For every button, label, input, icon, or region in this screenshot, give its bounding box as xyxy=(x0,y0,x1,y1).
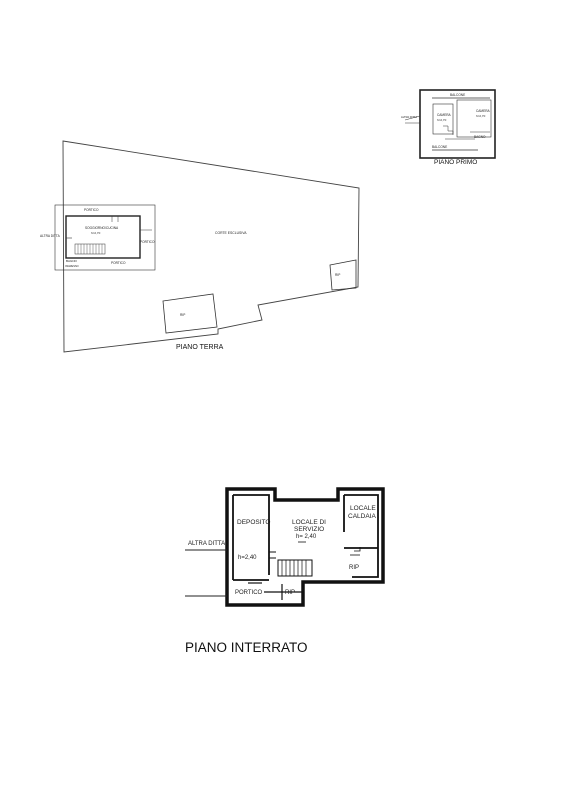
interrato-deposito: DEPOSITO xyxy=(237,519,271,526)
interrato-servizio-h: h= 2,40 xyxy=(296,534,317,540)
piano-terra-plan xyxy=(55,141,359,352)
interrato-rip-right: RIP xyxy=(349,565,360,571)
interrato-deposito-h: h=2,40 xyxy=(238,555,257,561)
primo-bagno: BAGNO xyxy=(474,135,486,139)
terra-soggiorno: SOGGIORNO/CUCINA xyxy=(85,226,119,230)
piano-interrato-title: PIANO INTERRATO xyxy=(185,640,308,655)
terra-altra-ditta: ALTRA DITTA xyxy=(40,234,60,238)
interrato-caldaia-2: CALDAIA xyxy=(348,513,376,520)
primo-camera-right: CAMERA xyxy=(476,109,490,113)
primo-camera-left-h: h=2,70 xyxy=(437,118,447,122)
terra-corte: CORTE ESCLUSIVA xyxy=(215,231,247,235)
terra-portico-top: PORTICO xyxy=(84,208,99,212)
terra-rip-bottom: RIP xyxy=(180,313,186,317)
primo-side-label: ALTRA DITTA xyxy=(401,116,418,119)
primo-camera-left: CAMERA xyxy=(437,113,451,117)
interrato-servizio-1: LOCALE DI xyxy=(292,519,326,526)
terra-soggiorno-h: h=2,70 xyxy=(91,231,101,235)
terra-rip-right: RIP xyxy=(335,273,341,277)
primo-balcone-bottom: BALCONE xyxy=(432,145,448,149)
piano-terra-title: PIANO TERRA xyxy=(176,344,224,351)
primo-balcone-top: BALCONE xyxy=(450,93,466,97)
terra-portico-bottom: PORTICO xyxy=(111,261,126,265)
interrato-servizio-2: SERVIZIO xyxy=(294,526,325,533)
terra-scale-note: INGRESSO xyxy=(65,265,79,268)
interrato-caldaia-1: LOCALE xyxy=(350,505,376,512)
piano-primo-title: PIANO PRIMO xyxy=(434,159,478,166)
terra-bagno: BAGNO xyxy=(66,259,77,263)
interrato-portico: PORTICO xyxy=(235,590,263,596)
interrato-altra-ditta: ALTRA DITTA xyxy=(188,541,226,547)
primo-camera-right-h: h=2,70 xyxy=(476,114,486,118)
terra-portico-right: PORTICO xyxy=(140,240,155,244)
piano-primo-plan xyxy=(405,90,495,158)
interrato-rip-bottom: RIP xyxy=(285,590,296,596)
